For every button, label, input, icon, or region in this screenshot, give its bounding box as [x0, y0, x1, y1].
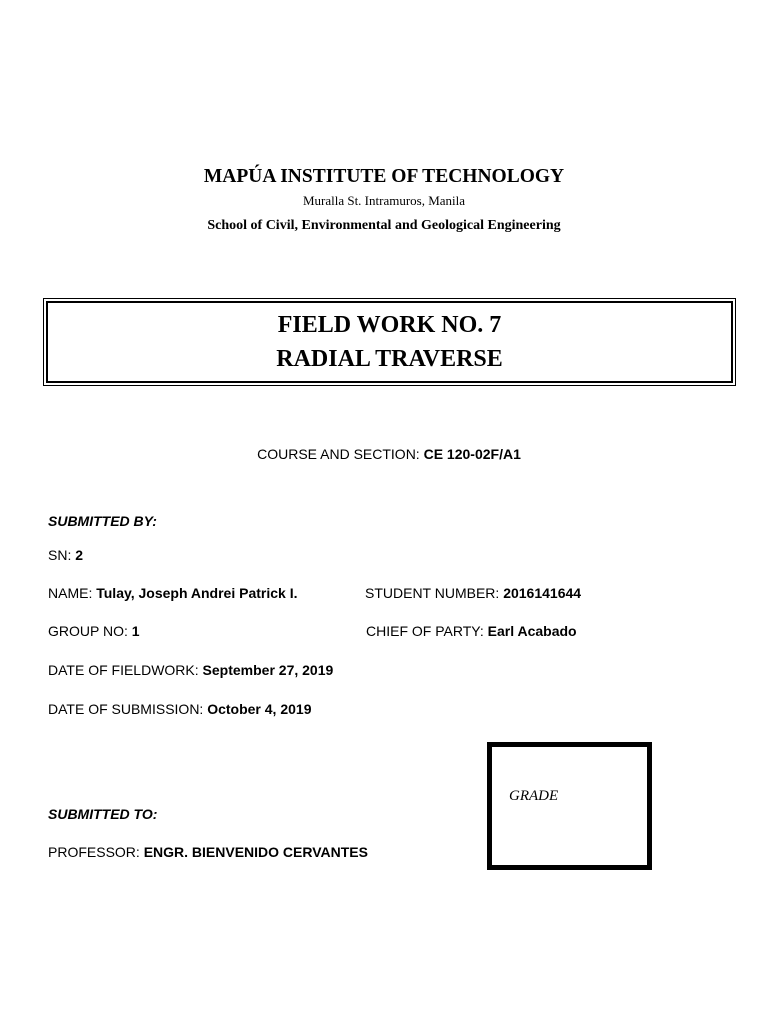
- submitted-by-heading: SUBMITTED BY:: [48, 513, 157, 529]
- sn-value: 2: [75, 547, 84, 563]
- name-value: Tulay, Joseph Andrei Patrick I.: [96, 585, 298, 601]
- submission-date-line: [48, 701, 311, 717]
- course-section-line: [0, 446, 768, 462]
- submission-date-value: October 4, 2019: [207, 701, 312, 717]
- course-label: COURSE AND SECTION:: [257, 446, 420, 462]
- title-line-2: RADIAL TRAVERSE: [276, 346, 503, 372]
- submission-date-label: DATE OF SUBMISSION:: [48, 701, 204, 717]
- title-line-1: FIELD WORK NO. 7: [277, 312, 502, 338]
- title-box-inner: [46, 301, 733, 383]
- professor-line: [48, 844, 368, 860]
- school-name: School of Civil, Environmental and Geological Engineering: [207, 218, 561, 233]
- sn-line: [48, 547, 83, 563]
- professor-value: ENGR. BIENVENIDO CERVANTES: [143, 844, 368, 860]
- title-box: [43, 298, 736, 386]
- student-number-line: [365, 585, 581, 601]
- institution-address: Muralla St. Intramuros, Manila: [302, 193, 466, 208]
- fieldwork-date-line: [48, 662, 333, 678]
- student-number-value: 2016141644: [503, 585, 582, 601]
- student-number-label: STUDENT NUMBER:: [365, 585, 500, 601]
- group-label: GROUP NO:: [48, 623, 128, 639]
- group-line: [48, 623, 140, 639]
- sn-label: SN:: [48, 547, 72, 563]
- fieldwork-date-label: DATE OF FIELDWORK:: [48, 662, 199, 678]
- chief-label: CHIEF OF PARTY:: [366, 623, 484, 639]
- institution-name: MAPÚA INSTITUTE OF TECHNOLOGY: [203, 166, 565, 187]
- chief-value: Earl Acabado: [487, 623, 577, 639]
- fieldwork-date-value: September 27, 2019: [202, 662, 334, 678]
- name-label: NAME:: [48, 585, 93, 601]
- submitted-to-heading: SUBMITTED TO:: [48, 806, 158, 822]
- grade-box: [487, 742, 652, 870]
- name-line: [48, 585, 297, 601]
- group-value: 1: [131, 623, 140, 639]
- chief-of-party-line: [366, 623, 577, 639]
- course-value: CE 120-02F/A1: [423, 446, 521, 462]
- grade-label: GRADE: [509, 788, 559, 804]
- professor-label: PROFESSOR:: [48, 844, 140, 860]
